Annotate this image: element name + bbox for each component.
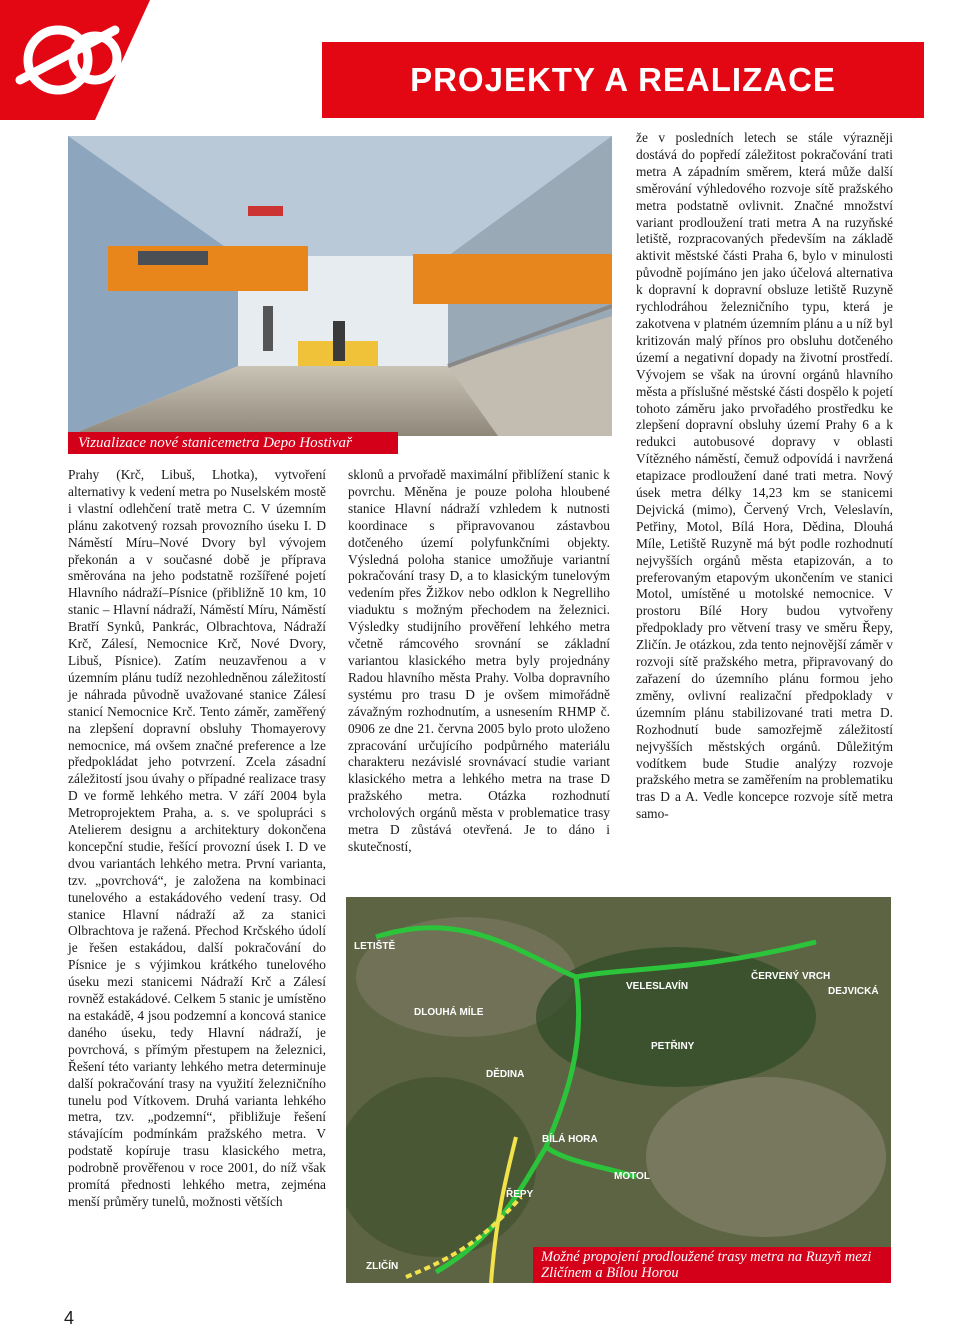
- logo-emblem: [0, 0, 150, 120]
- column-middle-text: sklonů a prvořadě maximální přiblížení stanic k povrchu. Měněna je pouze poloha hloubené stanice Hlavní nádraží vzhledem k nutnosti koordinace s připravovanou zástavbou dotčeného území polyfunkčními objekty. Výsledná poloha stanice umožňuje variantní pokračování trasy D, a to klasickým tunelovým vedením přes Žižkov nebo odklon k Negrelliho viaduktu s možným přechodem na železnici. Výsledky studijního prověření lehkého metra včetně rámcového srovnání se základní variantou klasického metra byly projednány Radou hlavního města Prahy. Volba dopravního systému pro trasu D je ovšem mimořádně závažným rozhodnutím, a usnesením RHMP č. 0906 ze dne 21. června 2005 bylo proto uloženo zpracování určujícího podpůrného materiálu charakteru nezávislé srovnávací studie variant klasického metra a lehkého metra na trase D pražského metra. Otázka rozhodnutí vrcholových orgánů města v problematice trasy metra D zůstává otevřená. Je to dáno i skutečností,: [348, 467, 610, 854]
- map-label-petriny: PETŘINY: [651, 1041, 695, 1052]
- column-right-text: že v posledních letech se stále výrazněji dostává do popředí záležitost pokračování trati metra A západním směrem, která může další směrování výhledového rozvoje sítě pražského metra podstatně ovlivnit. Značné množství variant prodloužení trati metra A na ruzyňské letiště, rozpracovaných především na základě aktivit městské části Praha 6, bylo v minulosti původně pojímáno jen jako účelová alternativa k dopravní k dopravní obsluze letiště Ruzyně rychlodráhou železničního typu, která je zakotvena v platném územním plánu a u níž byl kritizován malý přínos pro obsluhu dotčeného území a negativní dopady na životní prostředí. Vývojem se však na úrovní orgánů hlavního města a příslušné městské části dospělo k pojetí tohoto záměru jako prvořadého prostředku ke zlepšení dopravní obsluhy území Prahy 6 a k redukci autobusové dopravy v oblasti Vítězného náměstí, čemuž odpovídá i navržená etapizace prodloužení dané trati metra. Nový úsek metra délky 14,23 km se stanicemi Dejvická (mimo), Červený Vrch, Veleslavín, Petřiny, Motol, Bílá Hora, Dědina, Dlouhá Míle, Letiště Ruzyně má být podle rozhodnutí nejvyšších orgánů města etapizován, a to preferovaným etapovým ukončením ve stanici Motol, umístěné u motolské nemocnice. V prostoru Bílé Hory budou vytvořeny předpoklady pro větvení trasy ve směru Řepy, Zličín. Je otázkou, zda tento nejnovější záměr v rozvoji sítě pražského metra, připravovaný do zařazení do územního plánu formou jeho změny, ovlivní realizační předpoklady v územním plánu stabilizované trati metra D. Rozhodnutí bude samozřejmě záležitostí nejvyšších městských orgánů. Důležitým vodítkem bude Studie analýzy rozvoje pražského metra se zaměřením na problematiku tras D a A. Vedle koncepce rozvoje sítě metra samo-: [636, 130, 893, 822]
- map-label-dlouha-mile: DLOUHÁ MÍLE: [414, 1007, 484, 1018]
- text-column-right: [636, 130, 893, 823]
- map-label-motol: MOTOL: [614, 1171, 650, 1182]
- map-label-cerveny-vrch: ČERVENÝ VRCH: [751, 971, 831, 982]
- text-column-middle: [348, 467, 610, 856]
- photo-caption: Vizualizace nové stanicemetra Depo Hostivař: [68, 432, 398, 454]
- map-label-zlicin: ZLIČÍN: [366, 1261, 399, 1272]
- text-column-left: [68, 467, 326, 1211]
- section-header: [322, 42, 924, 118]
- map-label-veleslavin: VELESLAVÍN: [626, 981, 689, 992]
- map-label-letiste: LETIŠTĚ: [354, 941, 396, 952]
- station-visualization-image: [68, 136, 612, 436]
- map-label-bila-hora: BÍLÁ HORA: [542, 1134, 598, 1145]
- map-label-dedina: DĚDINA: [486, 1069, 525, 1080]
- column-left-text: Prahy (Krč, Libuš, Lhotka), vytvoření alternativy k vedení metra po Nuselském mostě i vlastní odlehčení tratě metra C. V územním plánu zakotvený rozsah provozního úseku I. D Náměstí Míru–Nové Dvory byl vývojem překonán a v současné době je příprava směrována na jeho podstatně rozšířené pojetí Hlavního nádraží–Písnice (přibližně 10 km, 10 stanic – Hlavní nádraží, Náměstí Míru, Náměstí Bratří Synků, Pankrác, Olbrachtova, Nádraží Krč, Zálesí, Nemocnice Krč, Nové Dvory, Libuš, Písnice). Zatím neuzavřenou a v územním plánu tudíž nezohledněnou záležitostí je náhrada původně uvažované stanice Zálesí stanicí Nemocnice Krč. Tento záměr, zaměřený na zlepšení dopravní obsluhy Thomayerovy nemocnice, má ovšem značné preference a lze předpokládat jeho potvrzení. Zcela zásadní záležitostí jsou úvahy o případné realizace trasy D ve formě lehkého metra. V září 2004 byla Metroprojektem Praha, a. s. ve spolupráci s Atelierem designu a architektury dokončena koncepční studie, řešící provozní úsek I. D ve dvou variantách lehkého metra. První varianta, tzv. „povrchová“, je založena na kombinaci tunelového a estakádového vedení trasy. Od stanice Hlavní nádraží až za stanici Olbrachtova je ražená. Přechod Krčského údolí je řešen estakádou, další pokračování do Písnice je s výjimkou krátkého tunelového úseku mezi stanicemi Nádraží Krč a Zálesí rovněž estakádové. Celkem 5 stanic je umístěno na estakádě, 4 jsou podzemní a koncová stanice daného úseku, tedy Hlavní nádraží, je povrchová, s přímým přestupem na železnici, Řešení této varianty lehkého metra determinuje další pokračování trasy na využití železničního tunelu pod Vítkovem. Druhá varianta lehkého metra, tzv. „podzemní“, přibližuje řešení stávajícím podmínkám pražského metra. V podstatě kopíruje trasu klasického metra, podrobně prověřenou v roce 2001, do níž však promítá přednosti lehkého metra, zejména menší průměry tunelů, možnosti větších: [68, 467, 326, 1209]
- section-title: PROJEKTY A REALIZACE: [410, 61, 836, 98]
- page-number: 4: [64, 1308, 75, 1328]
- map-label-repy: ŘEPY: [506, 1189, 534, 1200]
- map-label-dejvicka: DEJVICKÁ: [828, 986, 879, 997]
- map-caption: Možné propojení prodloužené trasy metra na Ruzyň mezi Zličínem a Bílou Horou: [533, 1247, 891, 1283]
- aerial-route-map: [346, 897, 891, 1283]
